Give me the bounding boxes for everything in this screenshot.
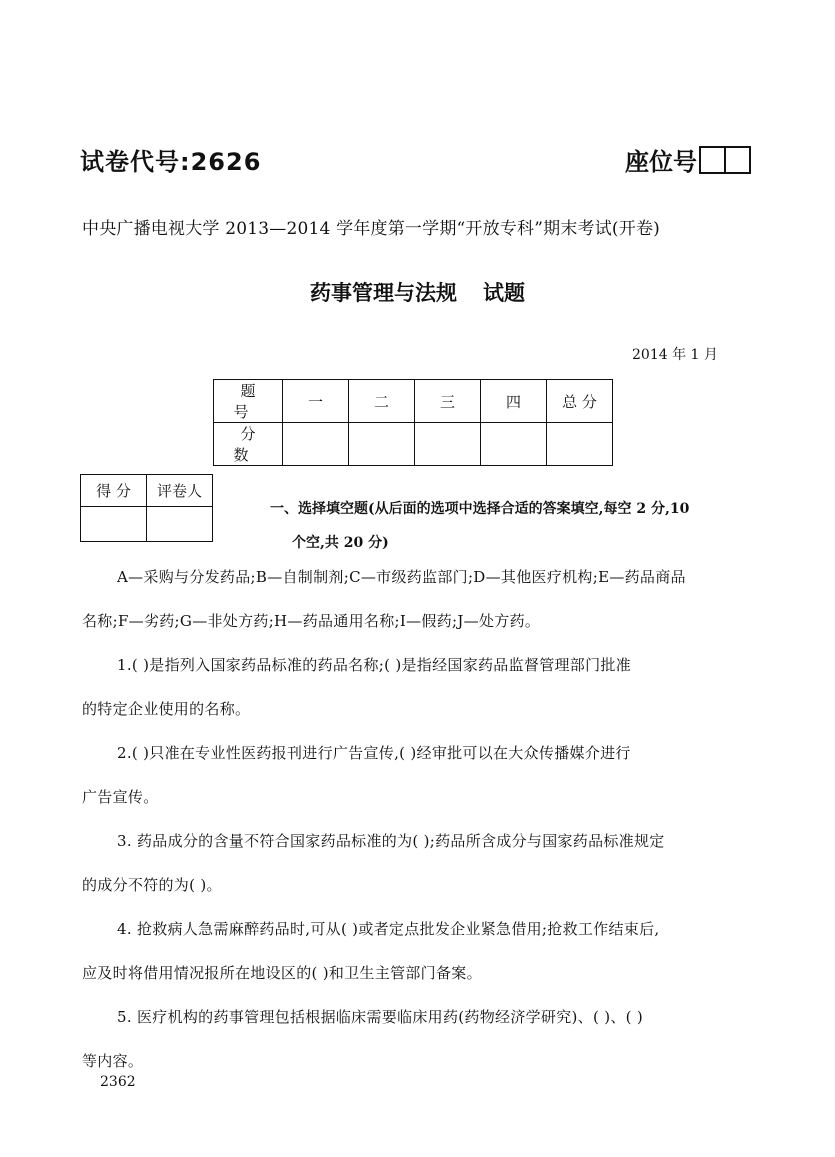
grader-entry-cell[interactable]	[81, 507, 147, 542]
exam-title	[0, 277, 835, 307]
exam-date: 2014 年 1 月	[632, 347, 718, 363]
question-2-cont: 广告宣传。	[82, 788, 159, 806]
question-5-cont: 等内容。	[82, 1052, 144, 1070]
options-line: A—采购与分发药品;B—自制制剂;C—市级药监部门;D—其他医疗机构;E—药品商品	[117, 568, 686, 586]
section-title: 一、选择填空题(从后面的选项中选择合适的答案填空,每空 2 分,10	[270, 501, 690, 517]
score-table	[213, 379, 613, 466]
score-table-cell: 一	[283, 380, 349, 423]
grader-table-entry-row	[81, 507, 213, 542]
seat-number	[625, 142, 751, 177]
score-table-header-row	[214, 380, 613, 423]
score-table-cell: 总 分	[547, 380, 613, 423]
exam-title-main: 药事管理与法规	[310, 281, 457, 305]
question-3-cont: 的成分不符的为( )。	[82, 876, 222, 894]
score-table-cell: 四	[481, 380, 547, 423]
seat-number-boxes[interactable]	[699, 146, 751, 174]
score-entry-cell[interactable]	[283, 423, 349, 466]
grader-entry-cell[interactable]	[147, 507, 213, 542]
score-entry-cell[interactable]	[547, 423, 613, 466]
question-4: 4. 抢救病人急需麻醉药品时,可从( )或者定点批发企业紧急借用;抢救工作结束后,	[117, 920, 660, 938]
grader-table-cell: 评卷人	[147, 475, 213, 507]
seat-box[interactable]	[724, 148, 749, 172]
grader-table-cell: 得 分	[81, 475, 147, 507]
score-entry-cell[interactable]	[415, 423, 481, 466]
score-entry-cell[interactable]	[349, 423, 415, 466]
section-title-cont: 个空,共 20 分)	[292, 535, 389, 551]
paper-code: 试卷代号:2626	[80, 148, 262, 176]
seat-box[interactable]	[701, 148, 724, 172]
question-1-cont: 的特定企业使用的名称。	[82, 700, 251, 718]
grader-table	[80, 474, 213, 542]
question-4-cont: 应及时将借用情况报所在地设区的( )和卫生主管部门备案。	[82, 964, 482, 982]
score-table-cell: 三	[415, 380, 481, 423]
question-3: 3. 药品成分的含量不符合国家药品标准的为( );药品所含成分与国家药品标准规定	[117, 832, 665, 850]
page-number: 2362	[100, 1074, 136, 1090]
score-entry-cell[interactable]	[481, 423, 547, 466]
grader-table-header-row	[81, 475, 213, 507]
score-table-score-row	[214, 423, 613, 466]
score-table-cell: 题 号	[214, 380, 283, 423]
score-table-cell: 分 数	[214, 423, 283, 466]
options-line: 名称;F—劣药;G—非处方药;H—药品通用名称;I—假药;J—处方药。	[82, 612, 541, 630]
question-2: 2.( )只准在专业性医药报刊进行广告宣传,( )经审批可以在大众传播媒介进行	[117, 744, 631, 762]
seat-label: 座位号	[625, 148, 697, 176]
exam-title-suffix: 试题	[483, 281, 525, 305]
question-5: 5. 医疗机构的药事管理包括根据临床需要临床用药(药物经济学研究)、( )、( )	[117, 1008, 644, 1026]
question-1: 1.( )是指列入国家药品标准的药品名称;( )是指经国家药品监督管理部门批准	[117, 656, 632, 674]
score-table-cell: 二	[349, 380, 415, 423]
university-line: 中央广播电视大学 2013—2014 学年度第一学期“开放专科”期末考试(开卷)	[82, 219, 660, 239]
